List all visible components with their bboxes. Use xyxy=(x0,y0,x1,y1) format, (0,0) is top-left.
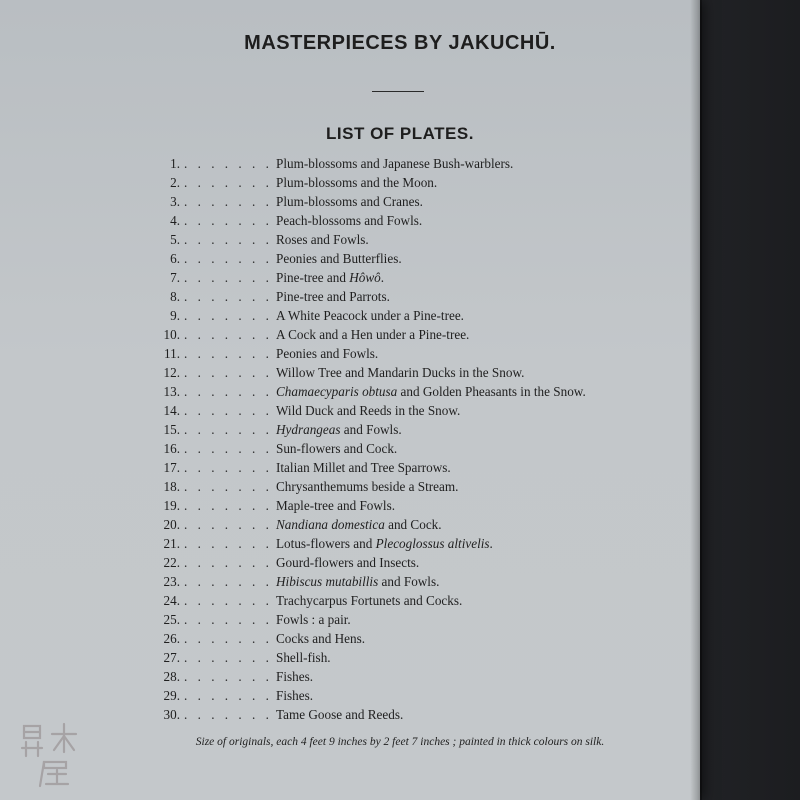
leader-dots: . . . . . . . xyxy=(184,156,273,171)
leader-dots: . . . . . . . xyxy=(184,536,273,551)
plate-number: 29. xyxy=(163,688,180,703)
leader-dots: . . . . . . . xyxy=(184,175,273,190)
plate-row xyxy=(158,211,678,230)
plate-row xyxy=(158,173,678,192)
plate-row xyxy=(158,477,678,496)
plate-title-italic: Hibiscus mutabillis xyxy=(276,574,379,589)
plate-title: Peonies and Fowls. xyxy=(276,346,379,361)
leader-dots: . . . . . . . xyxy=(184,631,273,646)
leader-dots: . . . . . . . xyxy=(184,270,273,285)
plate-number: 16. xyxy=(163,441,180,456)
plate-title: Sun-flowers and Cock. xyxy=(276,441,398,456)
plate-number: 25. xyxy=(163,612,180,627)
plate-row xyxy=(158,705,678,724)
page-edge-shadow xyxy=(690,0,702,800)
page-title: MASTERPIECES BY JAKUCHŪ. xyxy=(244,32,556,54)
plate-row xyxy=(158,648,678,667)
plate-row xyxy=(158,458,678,477)
plate-title xyxy=(276,515,442,534)
plate-row xyxy=(158,629,678,648)
plate-number: 10. xyxy=(163,327,180,342)
plate-title xyxy=(276,572,439,591)
leader-dots: . . . . . . . xyxy=(184,403,273,418)
seal-stamp-icon xyxy=(14,712,94,792)
plate-number: 24. xyxy=(163,593,180,608)
leader-dots: . . . . . . . xyxy=(184,498,273,513)
plate-title-italic: Nandiana domestica xyxy=(276,517,385,532)
plate-row xyxy=(158,667,678,686)
plate-number: 11. xyxy=(164,346,180,361)
plate-row xyxy=(158,591,678,610)
plate-number: 27. xyxy=(163,650,180,665)
leader-dots: . . . . . . . xyxy=(184,289,273,304)
leader-dots: . . . . . . . xyxy=(184,555,273,570)
plate-title-italic: Hydrangeas xyxy=(276,422,341,437)
plate-number: 30. xyxy=(163,707,180,722)
plate-number: 14. xyxy=(163,403,180,418)
plate-row xyxy=(158,572,678,591)
plate-row xyxy=(158,496,678,515)
plate-title: Gourd-flowers and Insects. xyxy=(276,555,420,570)
plate-number: 13. xyxy=(163,384,180,399)
plate-number: 26. xyxy=(163,631,180,646)
plate-number: 4. xyxy=(170,213,180,228)
plate-title-italic: Chamaecyparis obtusa xyxy=(276,384,398,399)
plate-title: Wild Duck and Reeds in the Snow. xyxy=(276,403,461,418)
plate-title: Shell-fish. xyxy=(276,650,331,665)
title-divider xyxy=(372,91,424,92)
plate-number: 28. xyxy=(163,669,180,684)
plate-row xyxy=(158,306,678,325)
plate-number: 3. xyxy=(170,194,180,209)
plate-title: Chrysanthemums beside a Stream. xyxy=(276,479,459,494)
leader-dots: . . . . . . . xyxy=(184,574,273,589)
leader-dots: . . . . . . . xyxy=(184,384,273,399)
plate-number: 20. xyxy=(163,517,180,532)
plate-title-text: and Fowls. xyxy=(340,422,402,437)
plate-title: Fishes. xyxy=(276,688,314,703)
list-heading: LIST OF PLATES. xyxy=(326,124,474,143)
plate-number: 5. xyxy=(170,232,180,247)
plate-title-text: and Golden Pheasants in the Snow. xyxy=(397,384,586,399)
leader-dots: . . . . . . . xyxy=(184,365,273,380)
plate-row xyxy=(158,382,678,401)
leader-dots: . . . . . . . xyxy=(184,441,273,456)
plate-row xyxy=(158,515,678,534)
leader-dots: . . . . . . . xyxy=(184,650,273,665)
plate-title-text: Pine-tree and xyxy=(276,270,350,285)
plate-title-text: Lotus-flowers and xyxy=(276,536,376,551)
leader-dots: . . . . . . . xyxy=(184,707,273,722)
plate-number: 18. xyxy=(163,479,180,494)
plate-number: 6. xyxy=(170,251,180,266)
plate-number: 15. xyxy=(163,422,180,437)
plate-row xyxy=(158,610,678,629)
leader-dots: . . . . . . . xyxy=(184,460,273,475)
plate-title-text: . xyxy=(489,536,493,551)
plate-number: 21. xyxy=(163,536,180,551)
plate-title: Tame Goose and Reeds. xyxy=(276,707,404,722)
plate-title-text: and Fowls. xyxy=(378,574,440,589)
plate-title: Plum-blossoms and the Moon. xyxy=(276,175,438,190)
plate-title: Maple-tree and Fowls. xyxy=(276,498,396,513)
plate-title-text: and Cock. xyxy=(384,517,442,532)
plate-number: 12. xyxy=(163,365,180,380)
plate-number: 17. xyxy=(163,460,180,475)
plate-title: Plum-blossoms and Cranes. xyxy=(276,194,423,209)
plate-row xyxy=(158,325,678,344)
leader-dots: . . . . . . . xyxy=(184,669,273,684)
plate-title: Peach-blossoms and Fowls. xyxy=(276,213,423,228)
plate-row xyxy=(158,344,678,363)
plate-title xyxy=(276,534,493,553)
leader-dots: . . . . . . . xyxy=(184,479,273,494)
plate-title: Roses and Fowls. xyxy=(276,232,369,247)
plate-row xyxy=(158,686,678,705)
plate-number: 9. xyxy=(170,308,180,323)
leader-dots: . . . . . . . xyxy=(184,517,273,532)
leader-dots: . . . . . . . xyxy=(184,213,273,228)
plate-number: 23. xyxy=(163,574,180,589)
leader-dots: . . . . . . . xyxy=(184,688,273,703)
plate-list xyxy=(158,154,678,724)
plate-title: Cocks and Hens. xyxy=(276,631,366,646)
plate-title: Fishes. xyxy=(276,669,314,684)
plate-number: 22. xyxy=(163,555,180,570)
plate-title: A Cock and a Hen under a Pine-tree. xyxy=(276,327,470,342)
plate-row xyxy=(158,363,678,382)
leader-dots: . . . . . . . xyxy=(184,194,273,209)
plate-row xyxy=(158,420,678,439)
plate-row xyxy=(158,439,678,458)
plate-row xyxy=(158,230,678,249)
plate-row xyxy=(158,553,678,572)
plate-title: Plum-blossoms and Japanese Bush-warblers. xyxy=(276,156,514,171)
leader-dots: . . . . . . . xyxy=(184,251,273,266)
plate-row xyxy=(158,154,678,173)
leader-dots: . . . . . . . xyxy=(184,232,273,247)
plate-title: Trachycarpus Fortunets and Cocks. xyxy=(276,593,463,608)
leader-dots: . . . . . . . xyxy=(184,346,273,361)
plate-title: A White Peacock under a Pine-tree. xyxy=(276,308,464,323)
plate-row xyxy=(158,287,678,306)
plate-title xyxy=(276,420,402,439)
plate-title-text: . xyxy=(380,270,385,285)
plate-row xyxy=(158,534,678,553)
leader-dots: . . . . . . . xyxy=(184,422,273,437)
plate-title xyxy=(276,382,586,401)
plate-title-italic: Plecoglossus altivelis xyxy=(375,536,490,551)
plate-row xyxy=(158,401,678,420)
plate-title: Peonies and Butterflies. xyxy=(276,251,402,266)
plate-title: Pine-tree and Parrots. xyxy=(276,289,390,304)
plate-row xyxy=(158,268,678,287)
plate-title-italic: Hôwô xyxy=(349,270,381,285)
plate-title: Fowls : a pair. xyxy=(276,612,351,627)
leader-dots: . . . . . . . xyxy=(184,612,273,627)
leader-dots: . . . . . . . xyxy=(184,308,273,323)
plate-title: Willow Tree and Mandarin Ducks in the Snow. xyxy=(276,365,525,380)
plate-title xyxy=(276,268,384,287)
plate-number: 8. xyxy=(170,289,180,304)
plate-number: 2. xyxy=(170,175,180,190)
plate-number: 1. xyxy=(170,156,180,171)
plate-row xyxy=(158,192,678,211)
leader-dots: . . . . . . . xyxy=(184,593,273,608)
plate-title: Italian Millet and Tree Sparrows. xyxy=(276,460,451,475)
plate-row xyxy=(158,249,678,268)
footnote: Size of originals, each 4 feet 9 inches by 2 feet 7 inches ; painted in thick colours on silk. xyxy=(195,736,605,748)
leader-dots: . . . . . . . xyxy=(184,327,273,342)
plate-number: 19. xyxy=(163,498,180,513)
plate-number: 7. xyxy=(170,270,180,285)
